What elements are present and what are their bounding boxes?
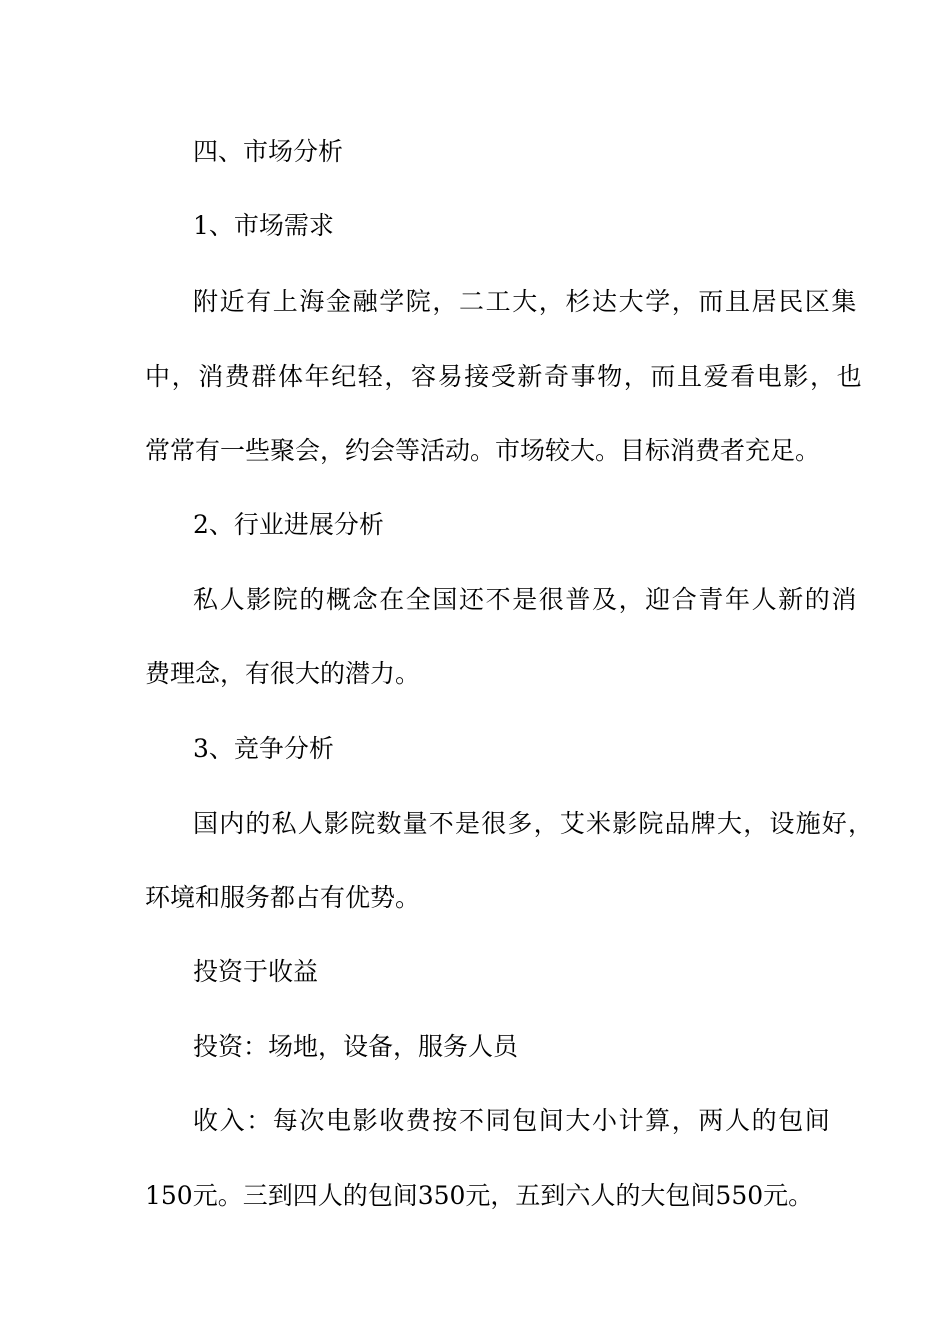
paragraph-line: 投资：场地，设备，服务人员 [193,1032,519,1061]
subheading-industry-analysis: 2、行业进展分析 [193,510,384,539]
paragraph-line: 收入：每次电影收费按不同包间大小计算，两人的包间 [193,1106,832,1135]
section-heading-market-analysis: 四、市场分析 [193,137,344,166]
subheading-market-demand: 1、市场需求 [193,211,334,240]
paragraph-line: 私人影院的概念在全国还不是很普及，迎合青年人新的消 [193,585,859,614]
subheading-competition-analysis: 3、竞争分析 [193,734,334,763]
paragraph-line: 中，消费群体年纪轻，容易接受新奇事物，而且爱看电影，也 [145,362,864,391]
paragraph-line: 国内的私人影院数量不是很多，艾米影院品牌大，设施好， [193,809,875,838]
subheading-investment-and-revenue: 投资于收益 [193,957,319,986]
paragraph-line: 常常有一些聚会，约会等活动。市场较大。目标消费者充足。 [145,436,821,465]
paragraph-line: 附近有上海金融学院，二工大，杉达大学，而且居民区集 [193,287,859,316]
paragraph-line: 环境和服务都占有优势。 [145,883,421,912]
paragraph-line: 费理念，有很大的潜力。 [145,659,421,688]
paragraph-line: 150元。三到四人的包间350元，五到六人的大包间550元。 [145,1181,814,1210]
